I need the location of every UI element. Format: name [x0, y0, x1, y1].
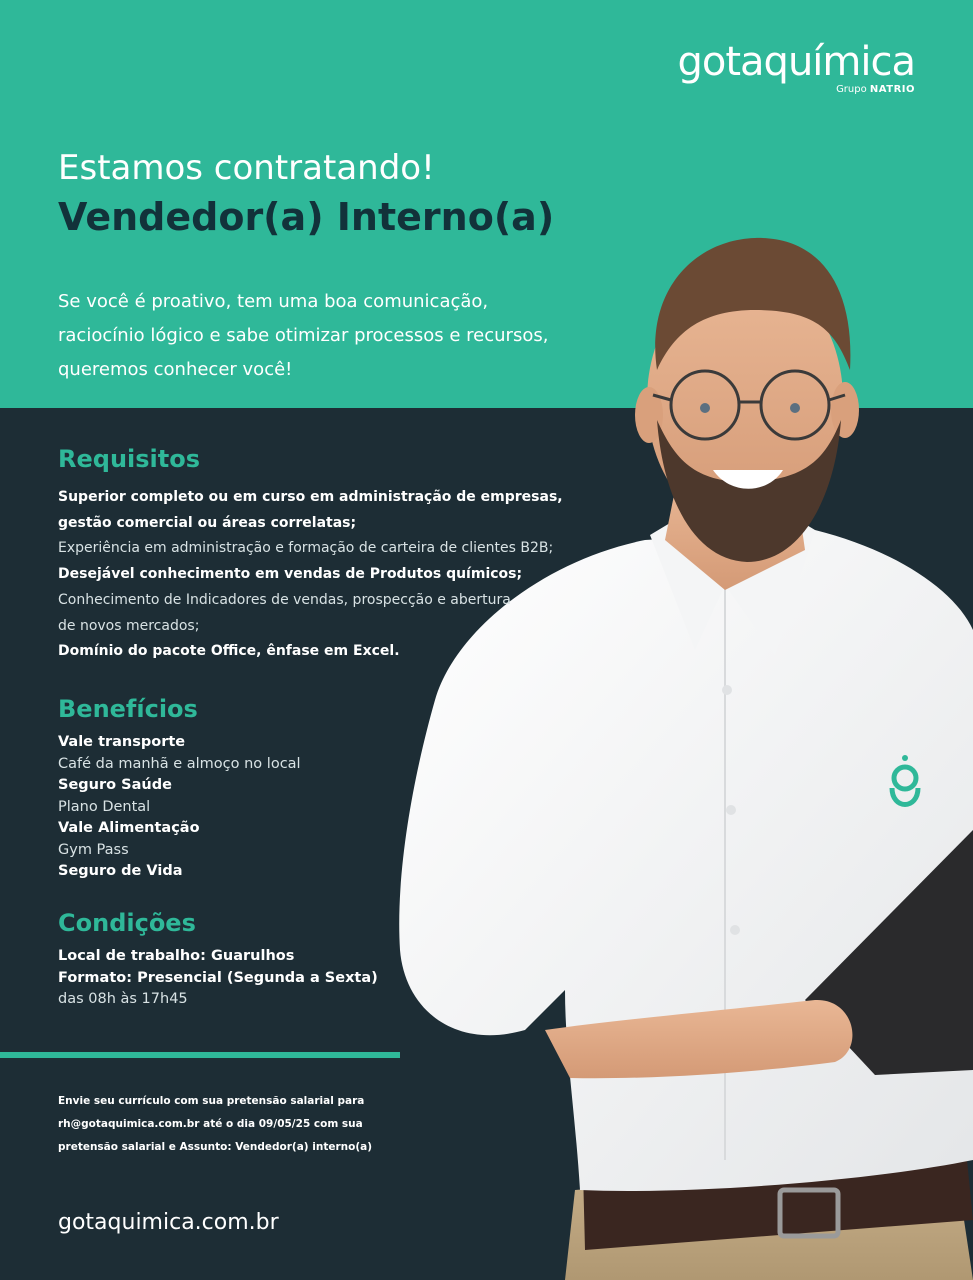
intro-line: Se você é proativo, tem uma boa comunicação, — [58, 291, 489, 312]
condicoes-list — [58, 946, 378, 1011]
list-item: de novos mercados; — [58, 617, 200, 634]
intro-line: raciocínio lógico e sabe otimizar processos e recursos, — [58, 325, 549, 346]
requisitos-title: Requisitos — [58, 445, 201, 473]
section-divider — [0, 1052, 400, 1058]
hiring-headline: Estamos contratando! — [58, 148, 435, 188]
list-item: gestão comercial ou áreas correlatas; — [58, 514, 357, 531]
list-item: Plano Dental — [58, 798, 151, 815]
website-link[interactable]: gotaquimica.com.br — [58, 1210, 279, 1235]
list-item: Superior completo ou em curso em administração de empresas, — [58, 489, 563, 505]
list-item: Formato: Presencial (Segunda a Sexta) — [58, 969, 378, 986]
list-item: Vale transporte — [58, 734, 186, 750]
requisitos-list — [58, 485, 598, 665]
brand-name: gotaquímica — [677, 39, 915, 85]
person-photo — [395, 230, 973, 1280]
list-item: das 08h às 17h45 — [58, 991, 188, 1007]
list-item: Conhecimento de Indicadores de vendas, prospecção e abertura — [58, 591, 511, 608]
brand-group-prefix: Grupo — [836, 84, 867, 95]
list-item: Local de trabalho: Guarulhos — [58, 948, 295, 964]
role-title: Vendedor(a) Interno(a) — [58, 195, 555, 239]
brand-group-name: NATRIO — [869, 84, 915, 95]
apply-instructions — [58, 1090, 388, 1159]
list-item: Café da manhã e almoço no local — [58, 755, 301, 772]
list-item: Vale Alimentação — [58, 820, 200, 836]
apply-line: rh@gotaquimica.com.br até o dia 09/05/25 com sua — [58, 1118, 363, 1130]
list-item: Seguro Saúde — [58, 777, 172, 793]
list-item: Desejável conhecimento em vendas de Produtos químicos; — [58, 566, 523, 583]
apply-line: Envie seu currículo com sua pretensão salarial para — [58, 1095, 365, 1107]
brand-logo — [678, 38, 916, 96]
list-item: Gym Pass — [58, 841, 129, 858]
beneficios-title: Benefícios — [58, 695, 198, 723]
condicoes-title: Condições — [58, 909, 196, 937]
list-item: Experiência em administração e formação de carteira de clientes B2B; — [58, 540, 554, 557]
beneficios-list — [58, 732, 301, 883]
list-item: Seguro de Vida — [58, 863, 183, 879]
apply-line: pretensão salarial e Assunto: Vendedor(a) interno(a) — [58, 1141, 373, 1153]
list-item: Domínio do pacote Office, ênfase em Excel. — [58, 643, 400, 660]
intro-line: queremos conhecer você! — [58, 359, 293, 380]
